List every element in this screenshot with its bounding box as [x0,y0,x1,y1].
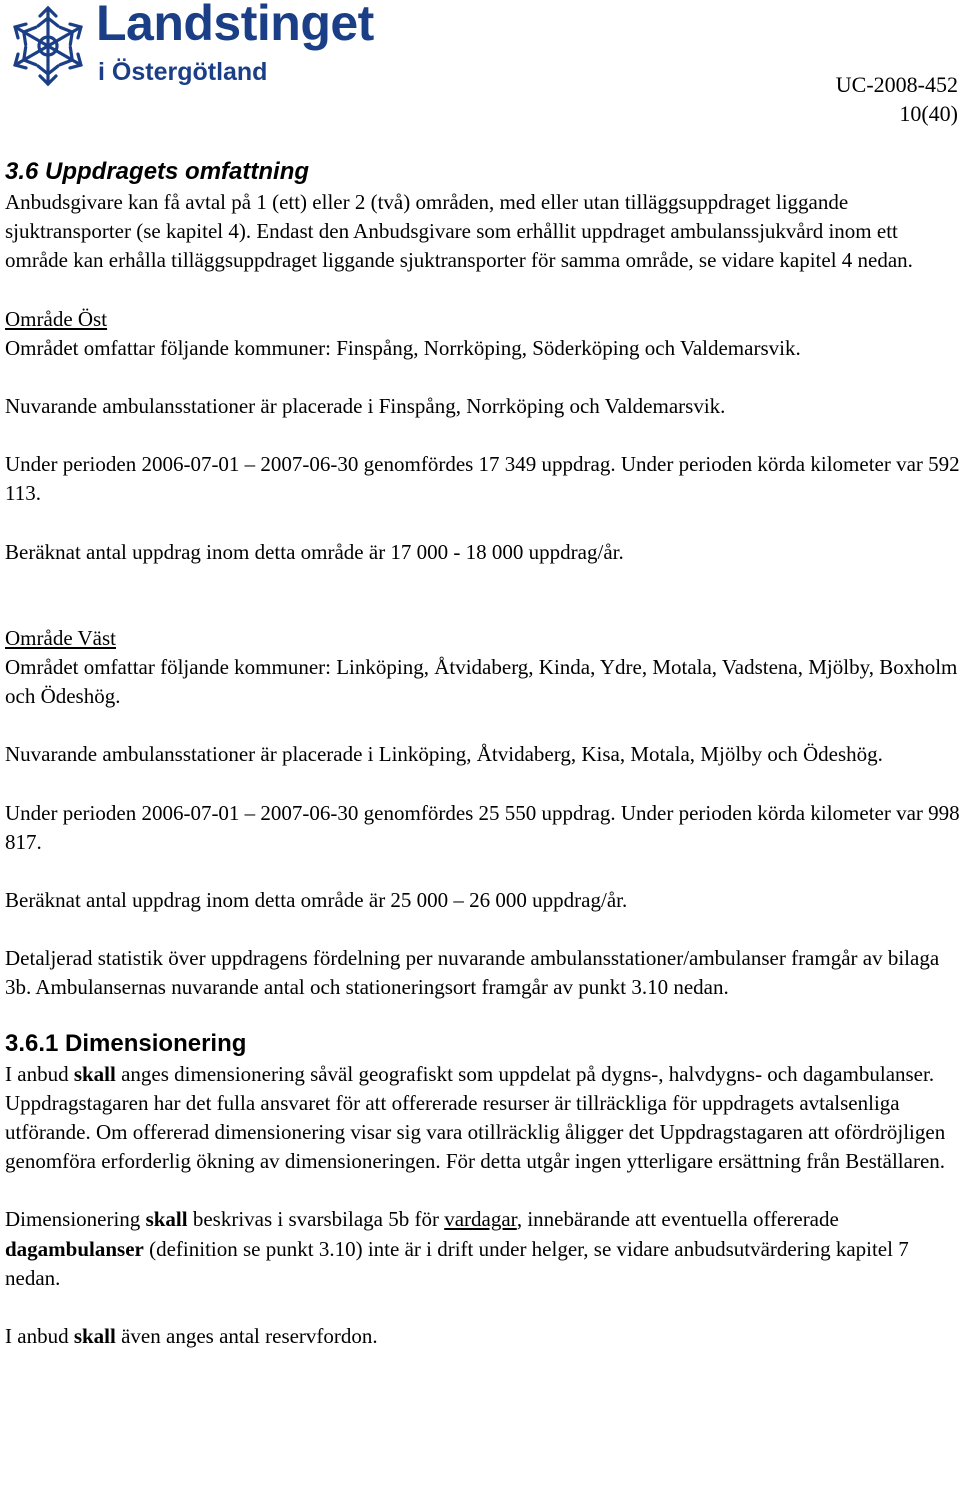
document-number: UC-2008-452 [835,72,958,97]
area-east-period: Under perioden 2006-07-01 – 2007-06-30 genomfördes 17 349 uppdrag. Under perioden körda kilometer var 592 113. [5,452,960,506]
page-number: 10(40) [899,101,958,126]
subsection-heading: 3.6.1 Dimensionering [5,1029,247,1057]
logo [4,2,374,94]
emphasis-dagambulanser: dagambulanser [5,1236,144,1261]
area-west-stations: Nuvarande ambulansstationer är placerade i Linköping, Åtvidaberg, Kisa, Motala, Mjölby och Ödeshög. [5,742,883,767]
area-west-municipalities: Området omfattar följande kommuner: Linköping, Åtvidaberg, Kinda, Ydre, Motala, Vadstena, Mjölby, Boxholm och Ödeshög. [5,655,958,709]
area-east-title: Område Öst [5,306,108,331]
area-east-estimate: Beräknat antal uppdrag inom detta område är 17 000 - 18 000 uppdrag/år. [5,539,624,564]
document-reference [836,70,958,128]
emphasis-skall: skall [73,1061,116,1086]
dimension-paragraph-1: I anbud skall anges dimensionering såväl geografiskt som uppdelat på dygns-, halvdygns- och dagambulanser. Uppdragstagaren har det fulla ansvaret för att offererade resurser är tillräckliga för uppdragets avtalsenliga utförande. Om offererad dimensionering visar sig vara otillräcklig åligger det Uppdragstagaren att ofördröjligen genomföra erforderlig ökning av dimensioneringen. För detta utgår ingen ytterligare ersättning från Beställaren. [5,1061,946,1174]
logo-title: Landstinget [96,0,374,51]
area-west-estimate: Beräknat antal uppdrag inom detta område är 25 000 – 26 000 uppdrag/år. [5,888,628,913]
section-intro: Anbudsgivare kan få avtal på 1 (ett) eller 2 (två) områden, med eller utan tilläggsuppdraget liggande sjuktransporter (se kapitel 4). Endast den Anbudsgivare som erhållit uppdraget ambulanssjukvård inom ett område kan erhålla tilläggsuppdraget liggande sjuktransporter för samma område, se vidare kapitel 4 nedan. [5,190,913,273]
dimension-paragraph-3: I anbud skall även anges antal reservfordon. [5,1324,378,1349]
area-east-stations: Nuvarande ambulansstationer är placerade i Finspång, Norrköping och Valdemarsvik. [5,394,726,419]
snowflake-emblem-icon [4,2,92,90]
section-heading: 3.6 Uppdragets omfattning [5,158,310,185]
area-west-period: Under perioden 2006-07-01 – 2007-06-30 genomfördes 25 550 uppdrag. Under perioden körda kilometer var 998 817. [5,800,960,854]
area-west-title: Område Väst [5,625,116,650]
logo-subtitle: i Östergötland [98,58,268,86]
dimension-paragraph-2: Dimensionering skall beskrivas i svarsbilaga 5b för vardagar, innebärande att eventuella offererade dagambulanser (definition se punkt 3.10) inte är i drift under helger, se vidare anbudsutvärdering kapitel 7 nedan. [5,1207,909,1290]
underlined-vardagar: vardagar [444,1207,517,1232]
document-body [5,156,960,1351]
emphasis-skall: skall [145,1207,188,1232]
emphasis-skall: skall [73,1324,116,1349]
area-east-municipalities: Området omfattar följande kommuner: Finspång, Norrköping, Söderköping och Valdemarsvik. [5,335,801,360]
details-paragraph: Detaljerad statistik över uppdragens fördelning per nuvarande ambulansstationer/ambulanser framgår av bilaga 3b. Ambulansernas nuvarande antal och stationeringsort framgår av punkt 3.10 nedan. [5,946,940,1000]
